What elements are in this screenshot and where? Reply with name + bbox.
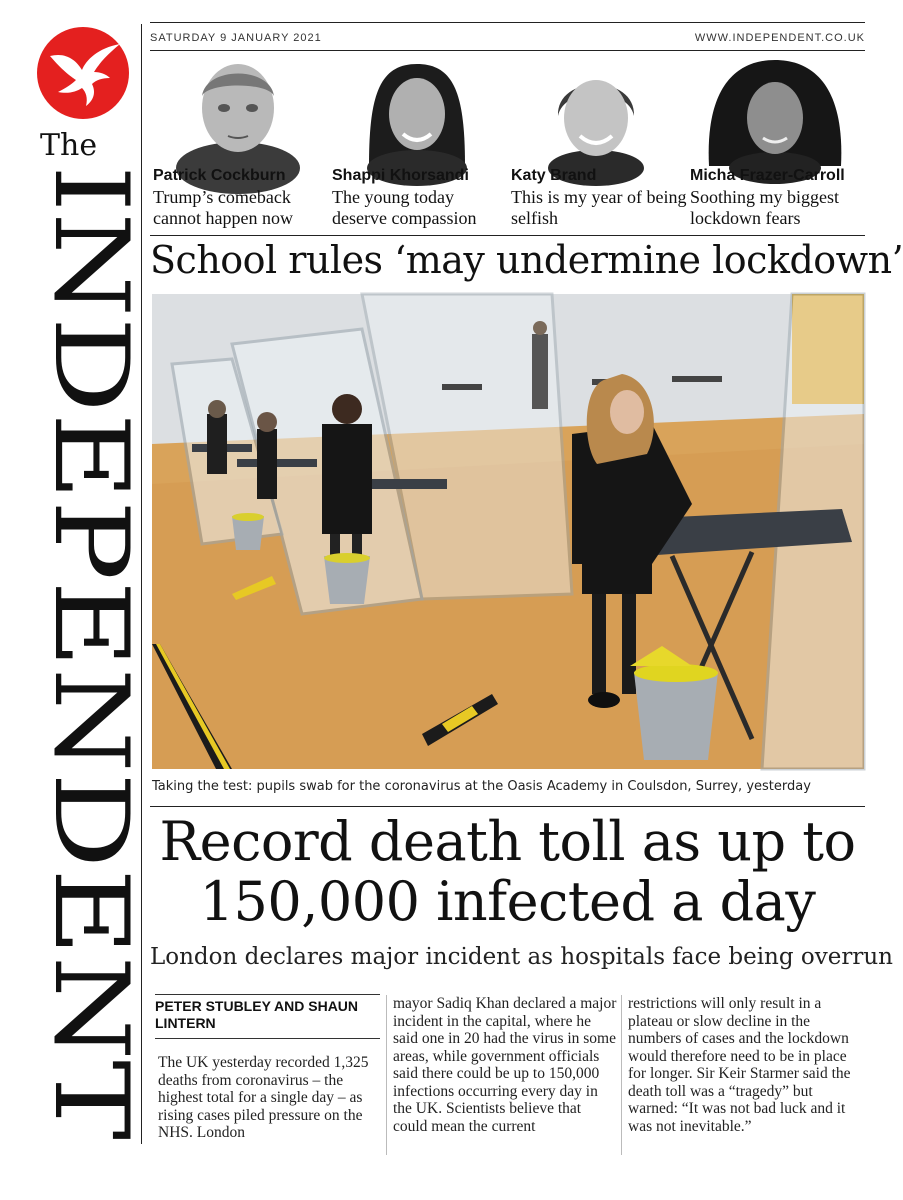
top-rule	[150, 22, 865, 23]
columnist-headline: Trump’s comeback cannot happen now	[153, 187, 293, 228]
portrait-image	[687, 56, 863, 166]
portrait-image	[329, 56, 505, 166]
byline-rule-bottom	[155, 1038, 380, 1039]
columnist-headline: This is my year of being selfish	[511, 187, 687, 228]
website-link[interactable]: WWW.INDEPENDENT.CO.UK	[694, 32, 865, 44]
standfirst: London declares major incident as hospitals face being overrun	[150, 944, 893, 970]
eagle-logo-icon	[36, 26, 130, 120]
byline: PETER STUBLEY AND SHAUN LINTERN	[155, 998, 359, 1031]
columnist-strip	[150, 52, 865, 232]
columnist-name: Shappi Khorsandi	[332, 167, 469, 184]
portrait-image	[150, 56, 326, 166]
masthead-divider	[141, 24, 142, 1144]
main-headline[interactable]: Record death toll as up to 150,000 infected a day	[159, 810, 856, 933]
column-divider	[621, 995, 622, 1155]
columnist-card[interactable]	[329, 52, 505, 232]
lead-photo	[152, 294, 864, 769]
column-divider	[386, 995, 387, 1155]
columnist-card[interactable]	[687, 52, 863, 232]
columnist-headline: The young today deserve compassion	[332, 187, 477, 228]
body-column-1: The UK yesterday recorded 1,325 deaths from coronavirus – the highest total for a single day – as rising cases piled pressure on the NHS. London	[158, 1054, 369, 1141]
body-column-2: mayor Sadiq Khan declared a major incident in the capital, where he said one in 20 had the virus in some areas, while government officials said there could be up to 150,000 infections occurring every day in the UK. Scientists believe that could mean the current	[393, 995, 617, 1135]
portrait-image	[508, 56, 684, 166]
columnist-name: Katy Brand	[511, 167, 597, 184]
lead-headline[interactable]: School rules ‘may undermine lockdown’	[150, 238, 903, 282]
masthead-the: The	[40, 128, 98, 163]
columnist-name: Micha Frazer-Carroll	[690, 167, 845, 184]
header-rule	[150, 50, 865, 51]
columnist-rule	[150, 235, 865, 236]
masthead-title	[31, 165, 150, 1145]
body-column-3: restrictions will only result in a plateau or slow decline in the numbers of cases and the lockdown would therefore need to be in place for longer. Sir Keir Starmer said the death toll was a “tragedy” but warned: “It was not bad luck and it was not inevitable.”	[628, 995, 851, 1135]
caption-rule	[150, 806, 865, 807]
masthead-title-text: INDEPENDENT	[31, 165, 150, 997]
columnist-headline: Soothing my biggest lockdown fears	[690, 187, 840, 228]
columnist-name: Patrick Cockburn	[153, 167, 286, 184]
masthead	[0, 0, 150, 1200]
columnist-card[interactable]	[150, 52, 326, 232]
byline-rule-top	[155, 994, 380, 995]
photo-caption: Taking the test: pupils swab for the coronavirus at the Oasis Academy in Coulsdon, Surrey, yesterday	[152, 779, 811, 794]
dateline: SATURDAY 9 JANUARY 2021	[150, 32, 322, 44]
columnist-card[interactable]	[508, 52, 687, 232]
